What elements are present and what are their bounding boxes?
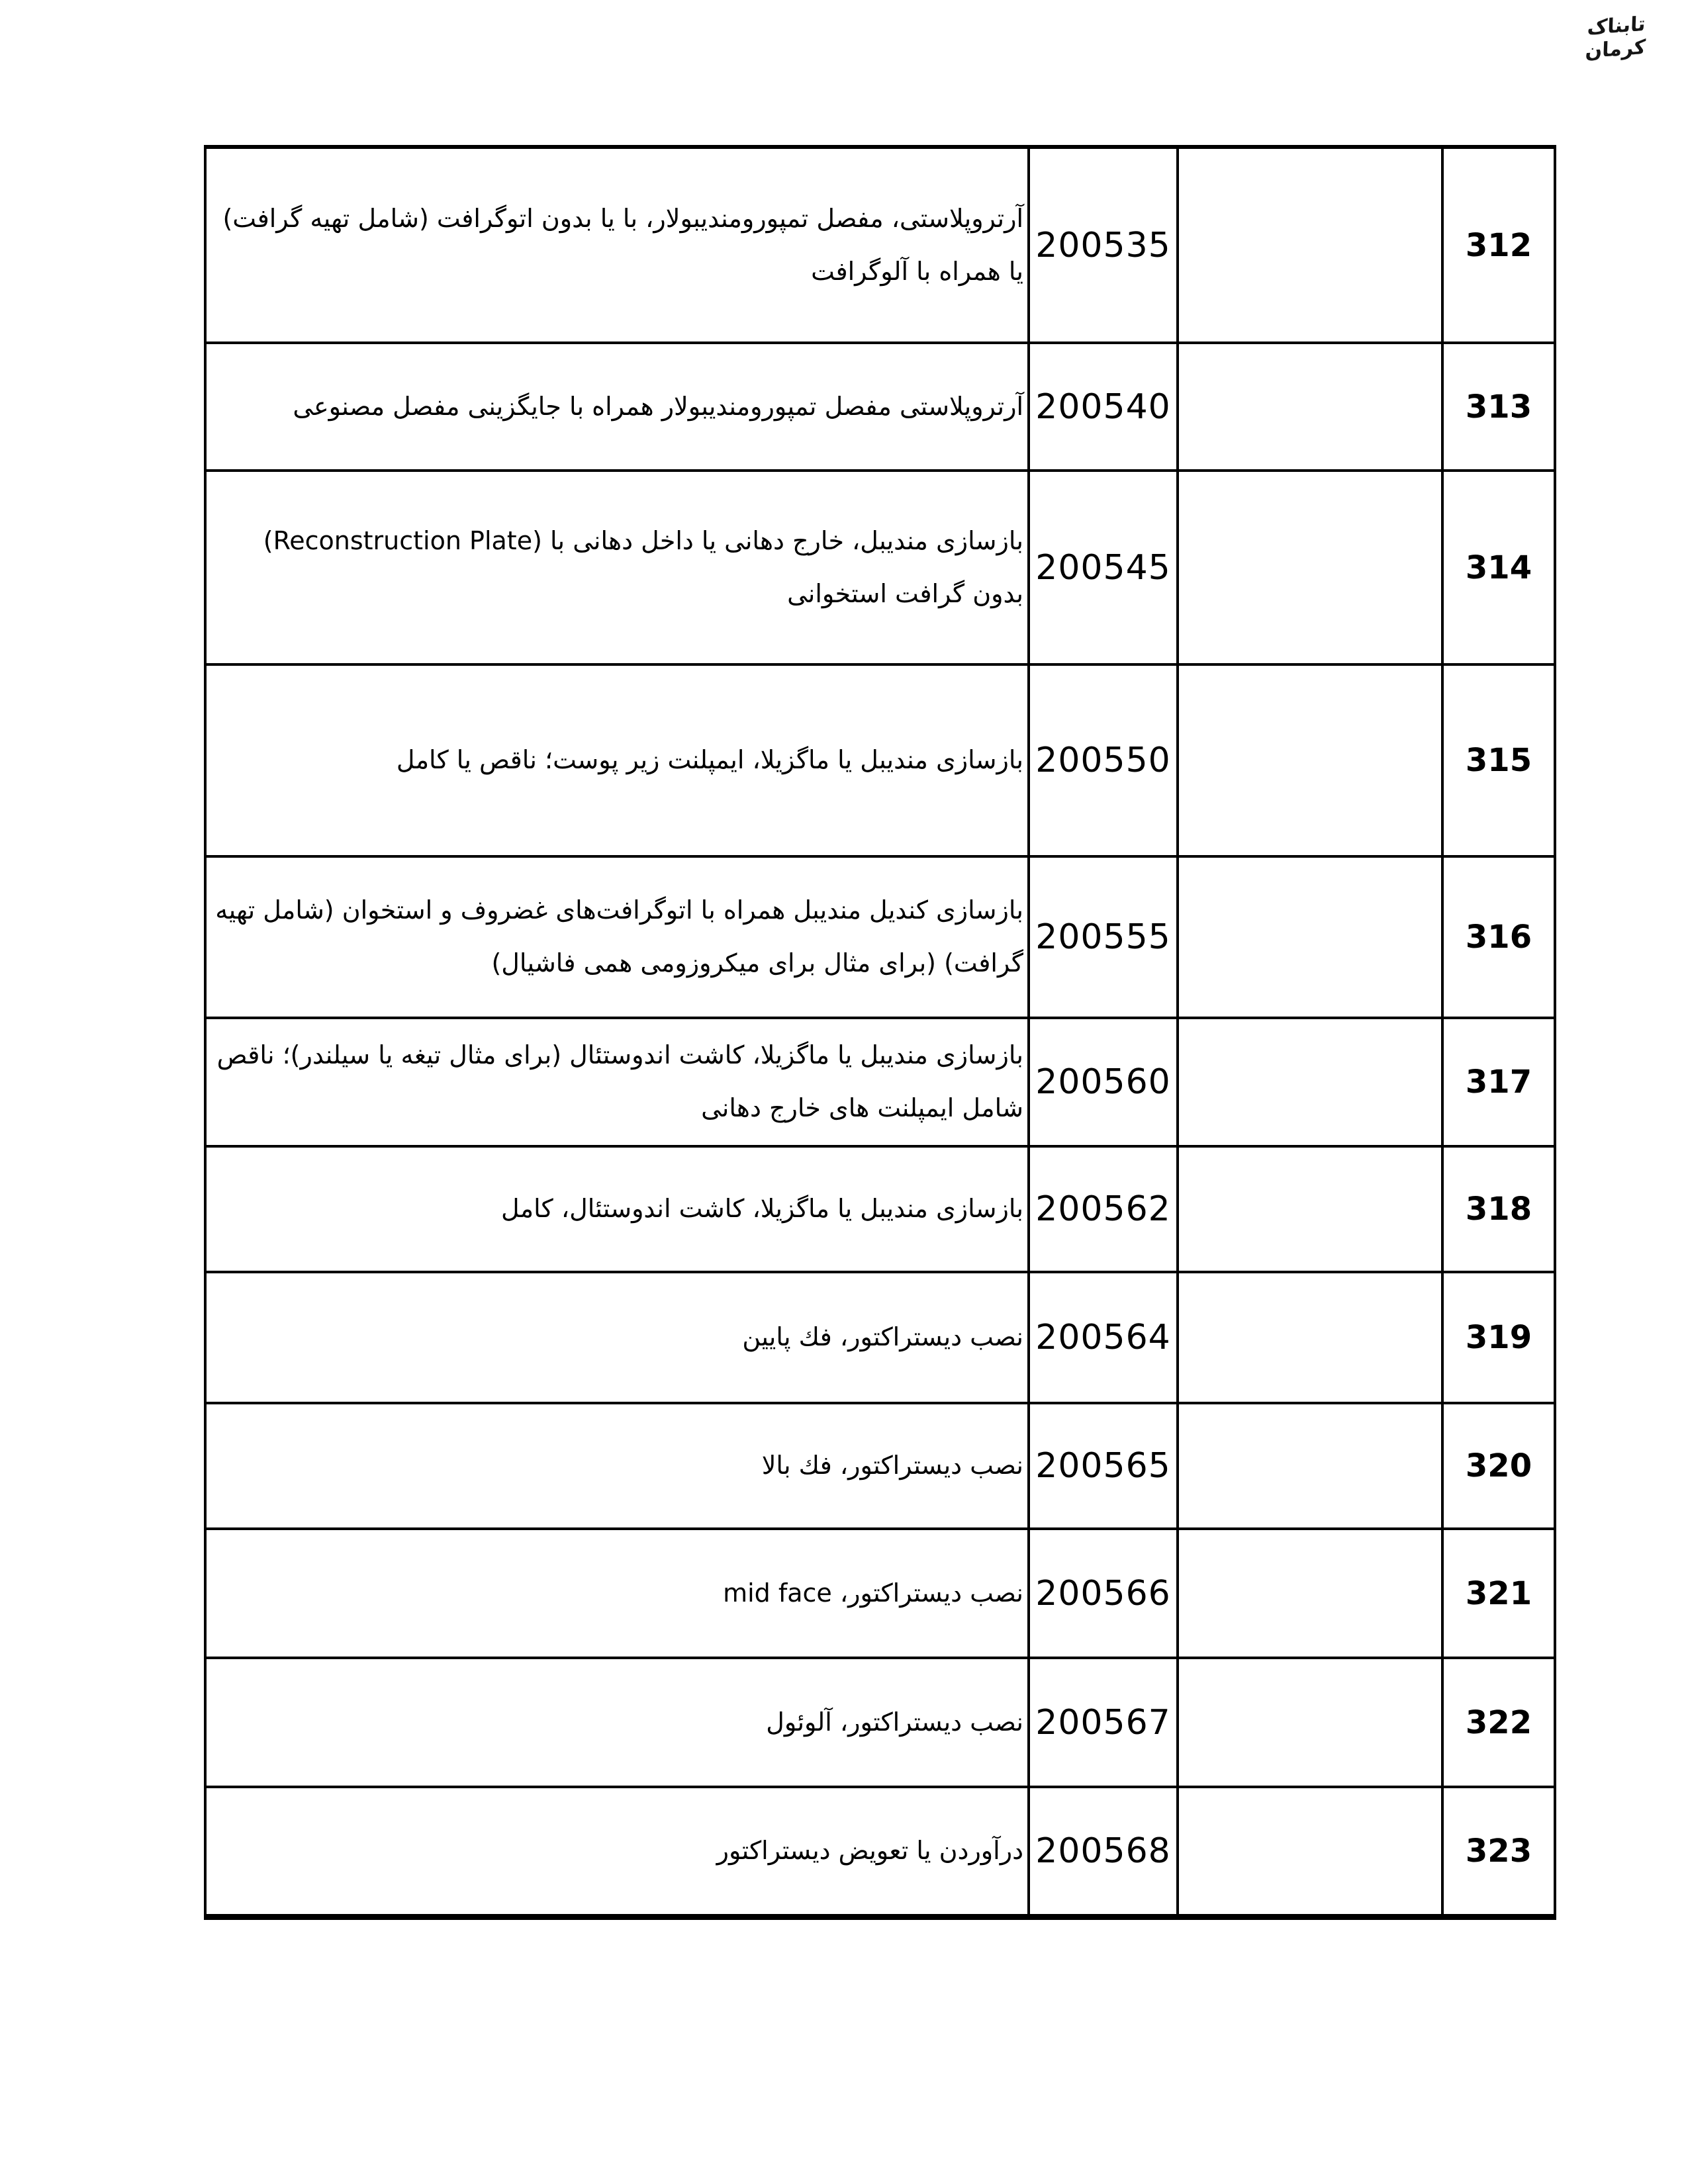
table-row (207, 469, 1554, 663)
procedure-description-cell (207, 1404, 1027, 1527)
procedure-code-cell (1027, 1019, 1179, 1145)
row-number-cell (1444, 1788, 1554, 1914)
procedure-description-cell (207, 1659, 1027, 1786)
row-number: 316 (1465, 919, 1532, 956)
procedure-description: بازسازی مندیبل یا ماگزیلا، کاشت اندوستئال، کامل (500, 1194, 1023, 1224)
row-number-cell (1444, 1019, 1554, 1145)
procedure-description: نصب دیستراکتور، فك بالا (761, 1451, 1023, 1480)
procedure-code: 200545 (1035, 547, 1171, 588)
table-row (207, 1145, 1554, 1271)
procedure-code: 200565 (1035, 1446, 1171, 1486)
empty-cell (1179, 344, 1444, 469)
row-number-cell (1444, 1404, 1554, 1527)
procedure-code: 200568 (1035, 1831, 1171, 1871)
procedure-description-cell (207, 1148, 1027, 1271)
row-number: 317 (1465, 1064, 1532, 1101)
row-number-cell (1444, 1659, 1554, 1786)
table-row (207, 149, 1554, 341)
empty-cell (1179, 666, 1444, 855)
procedure-code: 200550 (1035, 741, 1171, 780)
empty-cell (1179, 1148, 1444, 1271)
row-number: 320 (1465, 1447, 1532, 1484)
procedure-code-cell (1027, 1530, 1179, 1657)
procedure-code-cell (1027, 858, 1179, 1017)
empty-cell (1179, 858, 1444, 1017)
row-number-cell (1444, 1530, 1554, 1657)
table-row (207, 1786, 1554, 1914)
procedure-description-cell (207, 666, 1027, 855)
procedure-code: 200564 (1035, 1318, 1171, 1357)
procedure-code-cell (1027, 344, 1179, 469)
procedure-code-cell (1027, 472, 1179, 663)
row-number: 314 (1465, 549, 1532, 586)
procedure-description: نصب دیستراکتور، آلوئول (766, 1707, 1023, 1737)
procedure-code: 200567 (1035, 1702, 1171, 1743)
row-number-cell (1444, 149, 1554, 341)
procedure-code: 200560 (1035, 1062, 1171, 1102)
row-number: 318 (1465, 1191, 1532, 1228)
row-number-cell (1444, 344, 1554, 469)
procedure-code-cell (1027, 1273, 1179, 1402)
procedure-code-cell (1027, 1404, 1179, 1527)
procedure-description-cell (207, 1273, 1027, 1402)
tabnak-kerman-watermark-logo: تابناک کرمان (1585, 12, 1646, 64)
procedure-code: 200535 (1035, 225, 1171, 265)
procedures-table (204, 145, 1556, 1920)
row-number: 312 (1465, 226, 1532, 264)
row-number: 319 (1465, 1319, 1532, 1356)
row-number-cell (1444, 1148, 1554, 1271)
row-number-cell (1444, 472, 1554, 663)
row-number: 321 (1465, 1574, 1532, 1612)
procedure-code: 200555 (1035, 917, 1171, 957)
procedure-description-cell (207, 472, 1027, 663)
procedure-description-cell (207, 344, 1027, 469)
row-number: 322 (1465, 1704, 1532, 1741)
table-row (207, 341, 1554, 469)
empty-cell (1179, 149, 1444, 341)
procedure-description-cell (207, 1530, 1027, 1657)
procedure-description: نصب دیستراکتور، mid face (723, 1578, 1023, 1608)
table-row (207, 1402, 1554, 1527)
procedure-description: بازسازی مندیبل یا ماگزیلا، ایمپلنت زیر پوست؛ ناقص یا کامل (396, 745, 1023, 775)
row-number: 313 (1465, 388, 1532, 426)
procedure-description: آرتروپلاستی، مفصل تمپورومندیبولار، با یا بدون اتوگرافت (شامل تهیه گرافت) یا همراه با آلوگرافت (222, 203, 1023, 286)
row-number: 315 (1465, 742, 1532, 779)
procedure-code-cell (1027, 1659, 1179, 1786)
table-row (207, 1017, 1554, 1145)
empty-cell (1179, 1788, 1444, 1914)
procedure-code-cell (1027, 149, 1179, 341)
empty-cell (1179, 1659, 1444, 1786)
row-number-cell (1444, 1273, 1554, 1402)
procedure-description: بازسازی کندیل مندیبل همراه با اتوگرافت‌های غضروف و استخوان (شامل تهیه گرافت) (برای مثال برای میکروزومی همی فاشیال) (215, 895, 1023, 978)
procedure-description: بازسازی مندیبل، خارج دهانی یا داخل دهانی با (Reconstruction Plate) بدون گرافت استخوانی (263, 525, 1023, 608)
empty-cell (1179, 1404, 1444, 1527)
empty-cell (1179, 1019, 1444, 1145)
table-row (207, 1271, 1554, 1402)
row-number-cell (1444, 666, 1554, 855)
row-number: 323 (1465, 1833, 1532, 1870)
procedure-code: 200566 (1035, 1573, 1171, 1614)
procedure-description: درآوردن یا تعویض دیستراکتور (716, 1836, 1023, 1866)
procedure-description: نصب دیستراکتور، فك پایین (742, 1322, 1023, 1352)
row-number-cell (1444, 858, 1554, 1017)
procedure-code: 200540 (1035, 387, 1171, 427)
procedure-code-cell (1027, 1148, 1179, 1271)
empty-cell (1179, 1273, 1444, 1402)
empty-cell (1179, 1530, 1444, 1657)
empty-cell (1179, 472, 1444, 663)
procedure-description: آرتروپلاستی مفصل تمپورومندیبولار همراه با جایگزینی مفصل مصنوعی (293, 391, 1023, 421)
procedure-code-cell (1027, 666, 1179, 855)
table-row (207, 1657, 1554, 1786)
procedure-code: 200562 (1035, 1189, 1171, 1229)
procedure-description-cell (207, 858, 1027, 1017)
procedure-description-cell (207, 1788, 1027, 1914)
table-row (207, 663, 1554, 855)
table-row (207, 1527, 1554, 1657)
procedure-description: بازسازی مندیبل یا ماگزیلا، کاشت اندوستئال (برای مثال تیغه یا سیلندر)؛ ناقص شامل ایمپلنت های خارج دهانی (216, 1040, 1023, 1122)
procedure-description-cell (207, 149, 1027, 341)
procedure-description-cell (207, 1019, 1027, 1145)
table-row (207, 855, 1554, 1017)
procedure-code-cell (1027, 1788, 1179, 1914)
